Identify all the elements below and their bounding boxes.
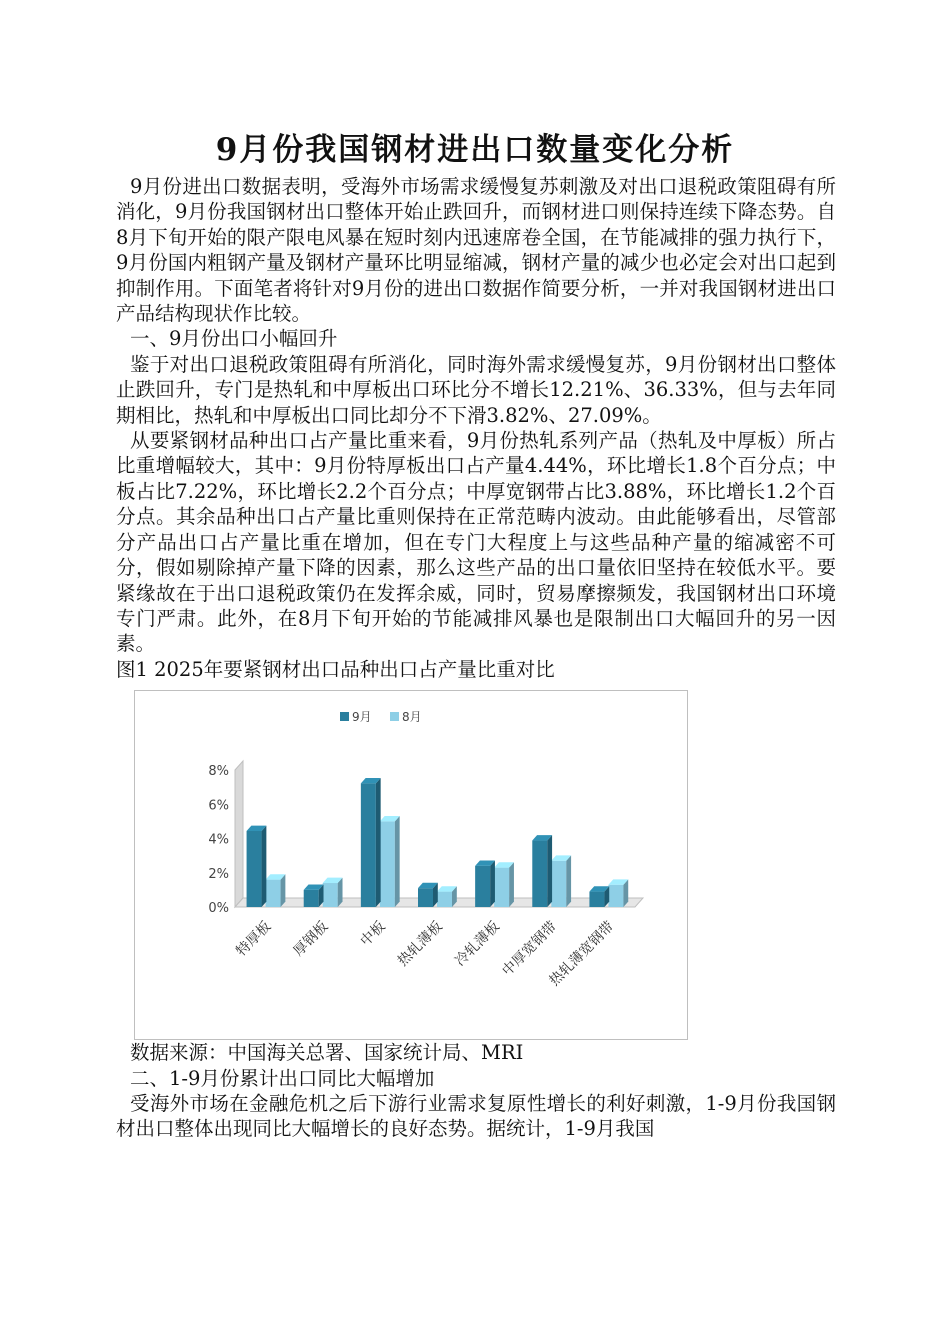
chart-side-wall — [235, 761, 243, 907]
bar-front — [323, 883, 338, 907]
bar-front — [247, 831, 262, 907]
section1-heading: 一、9月份出口小幅回升 — [130, 327, 338, 351]
bar-front — [551, 861, 566, 907]
x-category-label: 中板 — [357, 918, 389, 950]
bar-side — [547, 835, 552, 907]
document-title: 9月份我国钢材进出口数量变化分析 — [215, 132, 735, 168]
paragraph-cumulative: 受海外市场在金融危机之后下游行业需求复原性增长的利好刺激，1-9月份我国钢材出口整体出现同比大幅增长的良好态势。据统计，1-9月我国 — [116, 1091, 836, 1141]
x-category-label: 热轧薄宽钢带 — [546, 918, 618, 990]
bar-front — [532, 841, 547, 907]
bar-chart-svg — [135, 691, 687, 1039]
bar-front — [494, 868, 509, 907]
section2-heading: 二、1-9月份累计出口同比大幅增加 — [130, 1066, 435, 1090]
bar-9月 — [418, 883, 438, 907]
y-tick-label: 6% — [208, 798, 229, 814]
x-category-label: 中厚宽钢带 — [499, 918, 561, 980]
paragraph-export-share: 从要紧钢材品种出口占产量比重来看，9月份热轧系列产品（热轧及中厚板）所占比重增幅较大，其中：9月份特厚板出口占产量4.44%，环比增长1.8个百分点；中板占比7.22%，环比增长2.2个百分点；中厚宽钢带占比3.88%，环比增长1.2个百分点。其余品种出口占产量比重则保持在正常范畴内波动。由此能够看出，尽管部分产品出口占产量比重在增加，但在专门大程度上与这些品种产量的缩减密不可分，假如剔除掉产量下降的因素，那么这些产品的出口量依旧坚持在较低水平。要紧缘故在于出口退税政策仍在发挥余威，同时，贸易摩擦频发，我国钢材出口环境专门严肃。此外，在8月下旬开始的节能减排风暴也是限制出口大幅回升的另一因素。 — [116, 429, 836, 656]
legend-swatch — [340, 712, 349, 721]
bar-front — [475, 866, 490, 907]
bar-8月 — [494, 862, 514, 907]
bar-front — [380, 822, 395, 908]
figure-caption: 图1 2025年要紧钢材出口品种出口占产量比重对比 — [116, 657, 555, 681]
bar-8月 — [551, 855, 571, 907]
bar-9月 — [532, 835, 552, 907]
legend-label: 8月 — [402, 710, 422, 725]
bar-8月 — [380, 816, 400, 907]
bar-front — [608, 885, 623, 907]
bar-8月 — [437, 886, 457, 907]
bar-9月 — [589, 886, 609, 907]
bar-9月 — [304, 885, 324, 908]
bar-side — [262, 826, 267, 907]
y-tick-label: 0% — [208, 901, 229, 917]
bar-front — [361, 783, 376, 907]
bar-chart — [134, 690, 688, 1040]
x-category-label: 冷轧薄板 — [452, 918, 503, 970]
bar-8月 — [323, 878, 343, 907]
legend-swatch — [390, 712, 399, 721]
legend-label: 9月 — [352, 710, 372, 725]
bar-front — [266, 880, 281, 907]
bar-front — [304, 890, 319, 907]
x-category-label: 特厚板 — [233, 918, 275, 960]
document-body — [116, 174, 836, 1142]
bar-8月 — [608, 879, 628, 907]
bar-9月 — [247, 826, 267, 907]
x-category-label: 厚钢板 — [290, 918, 332, 960]
bar-side — [566, 855, 571, 907]
bar-side — [490, 861, 495, 908]
bar-9月 — [475, 861, 495, 908]
bar-8月 — [266, 874, 286, 907]
data-source: 数据来源：中国海关总署、国家统计局、MRI — [130, 1041, 524, 1065]
bar-9月 — [361, 778, 381, 907]
bar-side — [509, 862, 514, 907]
bar-front — [589, 892, 604, 907]
paragraph-intro: 9月份进出口数据表明，受海外市场需求缓慢复苏刺激及对出口退税政策阻碍有所消化，9月份我国钢材出口整体开始止跌回升，而钢材进口则保持连续下降态势。自8月下旬开始的限产限电风暴在短时刻内迅速席卷全国，在节能减排的强力执行下，9月份国内粗钢产量及钢材产量环比明显缩减，钢材产量的减少也必定会对出口起到抑制作用。下面笔者将针对9月份的进出口数据作简要分析，一并对我国钢材进出口产品结构现状作比较。 — [116, 175, 836, 326]
bar-side — [395, 816, 400, 907]
y-tick-label: 8% — [208, 764, 229, 780]
bar-side — [281, 874, 286, 907]
paragraph-export-rise: 鉴于对出口退税政策阻碍有所消化，同时海外需求缓慢复苏，9月份钢材出口整体止跌回升，专门是热轧和中厚板出口环比分不增长12.21%、36.33%，但与去年同期相比，热轧和中厚板出口同比却分不下滑3.82%、27.09%。 — [116, 352, 836, 427]
bar-side — [376, 778, 381, 907]
bar-front — [418, 888, 433, 907]
bar-front — [437, 892, 452, 907]
y-tick-label: 4% — [208, 832, 229, 848]
y-tick-label: 2% — [208, 866, 229, 882]
x-category-label: 热轧薄板 — [394, 918, 446, 970]
